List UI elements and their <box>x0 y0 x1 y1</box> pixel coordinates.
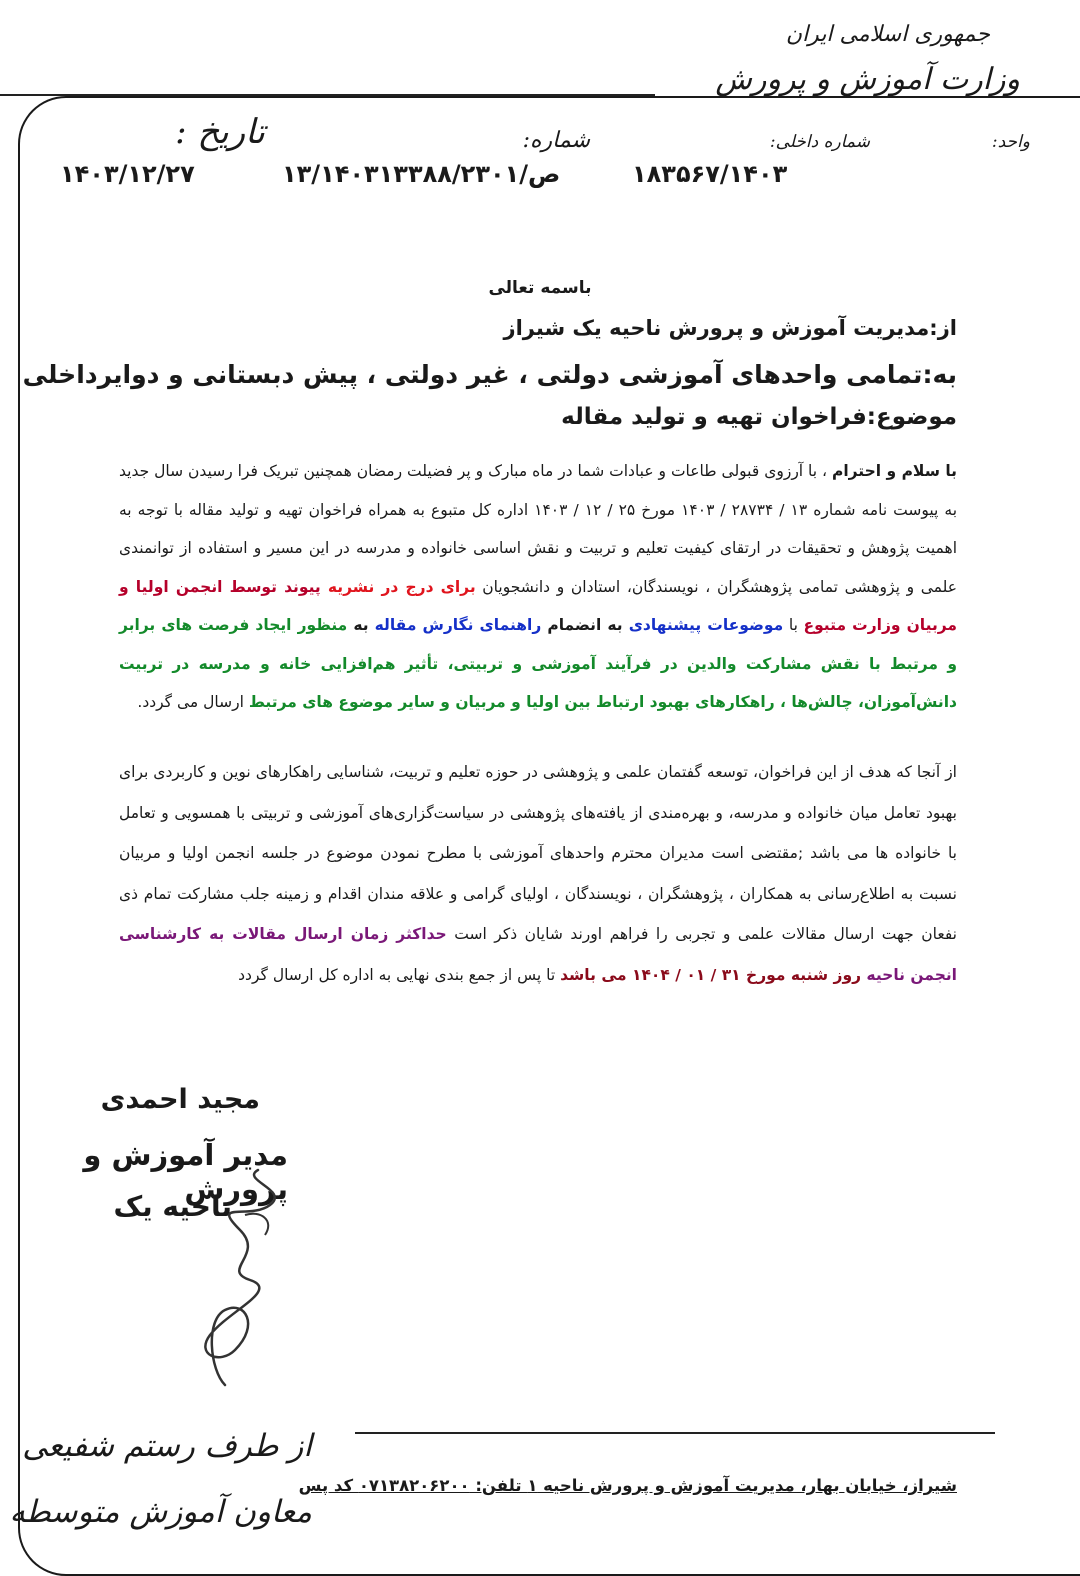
p1-text: ، با آرزوی قبولی طاعات و عبادات شما در ماه مبارک و پر فضیلت رمضان همچنین تبریک فرا رسیدن سال جدید به پیوست نامه شماره ۱۳ / ۲۸۷۳۴ / ۱۴۰۳ مورخ ۲۵ / ۱۲ / ۱۴۰۳ اداره کل متبوع به همراه فراخوان تهیه و تولید مقاله با توجه به اهمیت پژوهش و تحقیقات در ارتقای کیفیت تعلیم و تربیت و نقش اساسی خانواده و مدرسه در این مسیر و استفاده از توانمندی علمی و پژوهشی تمامی پژوهشگران ، نویسندگان، استادان و دانشجویان <box>119 462 958 596</box>
number-label: شماره: <box>522 128 590 153</box>
header-rule <box>0 94 655 96</box>
p1-highlight-guide: راهنمای نگارش مقاله <box>374 616 542 634</box>
deputy-line: معاون آموزش متوسطه <box>9 1494 312 1530</box>
handwritten-signature <box>150 1160 320 1390</box>
to-line: به:تمامی واحدهای آموزشی دولتی ، غیر دولتی ، پیش دبستانی و دوایرداخلی <box>22 360 957 389</box>
on-behalf-line: از طرف رستم شفیعی <box>22 1428 312 1464</box>
letter-number-value: ۱۳/۱۴۰۳۱۳۳۸۸/۲۳۰۱/ص <box>282 160 561 188</box>
p1-highlight-topics: موضوعات پیشنهادی <box>628 616 784 634</box>
p2-text: از آنجا که هدف از این فراخوان، توسعه گفتمان علمی و پژوهشی در حوزه تعلیم و تربیت، شناسایی راهکارهای نوین و کاربردی برای بهبود تعامل میان خانواده و مدرسه، و بهره‌مندی از یافته‌های پژوهشی در سیاست‌گزاری‌های آموزشی و تربیتی با همسویی و تعامل با خانواده ها می باشد ;مقتضی است مدیران محترم واحدهای آموزشی با مطرح نمودن موضوع در جلسه انجمن اولیا و مربیان نسبت به اطلاع‌رسانی به همکاران ، پژوهشگران ، نویسندگان ، اولیای گرامی و علاقه مندان اقدام و زمینه جلب مشارکت تمام ذی نفعان جهت ارسال مقالات علمی و تجربی را فراهم اورند شایان ذکر است <box>119 763 957 943</box>
unit-label: واحد: <box>991 132 1030 152</box>
subject-line: موضوع:فراخوان تهیه و تولید مقاله <box>561 404 957 430</box>
p1-text-5: ارسال می گردد. <box>137 693 249 711</box>
p1-text-4: به <box>347 616 375 634</box>
letter-date-value: ۱۴۰۳/۱۲/۲۷ <box>60 160 195 188</box>
bismillah: باسمه تعالی <box>488 278 592 298</box>
p1-highlight-peyvand: پیوند توسط انجمن اولیا و مربیان وزارت متبوع <box>119 577 958 634</box>
from-line: از:مدیریت آموزش و پرورش ناحیه یک شیراز <box>503 316 957 340</box>
footer-rule <box>355 1432 995 1434</box>
ministry-line1: جمهوری اسلامی ایران <box>785 22 990 47</box>
footer-address: شیراز، خیابان بهار، مدیریت آموزش و پرورش ناحیه ۱ تلفن: ۰۷۱۳۸۲۰۶۲۰۰ کد پس <box>298 1476 957 1495</box>
date-label: تاریخ : <box>175 112 265 152</box>
internal-number-value: ۱۸۳۵۶۷/۱۴۰۳ <box>632 160 788 188</box>
greeting: با سلام و احترام <box>831 462 957 480</box>
p1-text-3: به انضمام <box>541 616 629 634</box>
p1-highlight-publication: برای درج در نشریه <box>327 577 476 596</box>
p2-highlight-deadline: حداکثر زمان ارسال مقالات به کارشناسی انجمن ناحیه <box>119 925 957 984</box>
ministry-line2: وزارت آموزش و پرورش <box>715 62 1020 97</box>
p2-text-2: تا پس از جمع بندی نهایی به اداره کل ارسال گردد <box>238 965 561 984</box>
p1-text-2: با <box>783 616 804 634</box>
p2-highlight-date: روز شنبه مورخ ۳۱ / ۰۱ / ۱۴۰۴ می باشد <box>560 965 867 984</box>
signatory-title: مدیر آموزش و پرورش <box>83 1138 288 1206</box>
signatory-name: مجید احمدی <box>100 1084 260 1115</box>
internal-number-label: شماره داخلی: <box>769 132 870 152</box>
signatory-district: ناحیه یک <box>113 1190 232 1223</box>
paragraph-1 <box>119 452 957 722</box>
p1-highlight-purpose: منظور ایجاد فرصت های برابر و مرتبط با نقش مشارکت والدین در فرآیند آموزشی و تربیتی، تأثیر هم‌افزایی خانه و مدرسه در تربیت دانش‌آموزان، چالش‌ها ، راهکارهای بهبود ارتباط بین اولیا و مربیان و سایر موضوع های مرتبط <box>119 616 957 711</box>
paragraph-2 <box>119 752 957 995</box>
